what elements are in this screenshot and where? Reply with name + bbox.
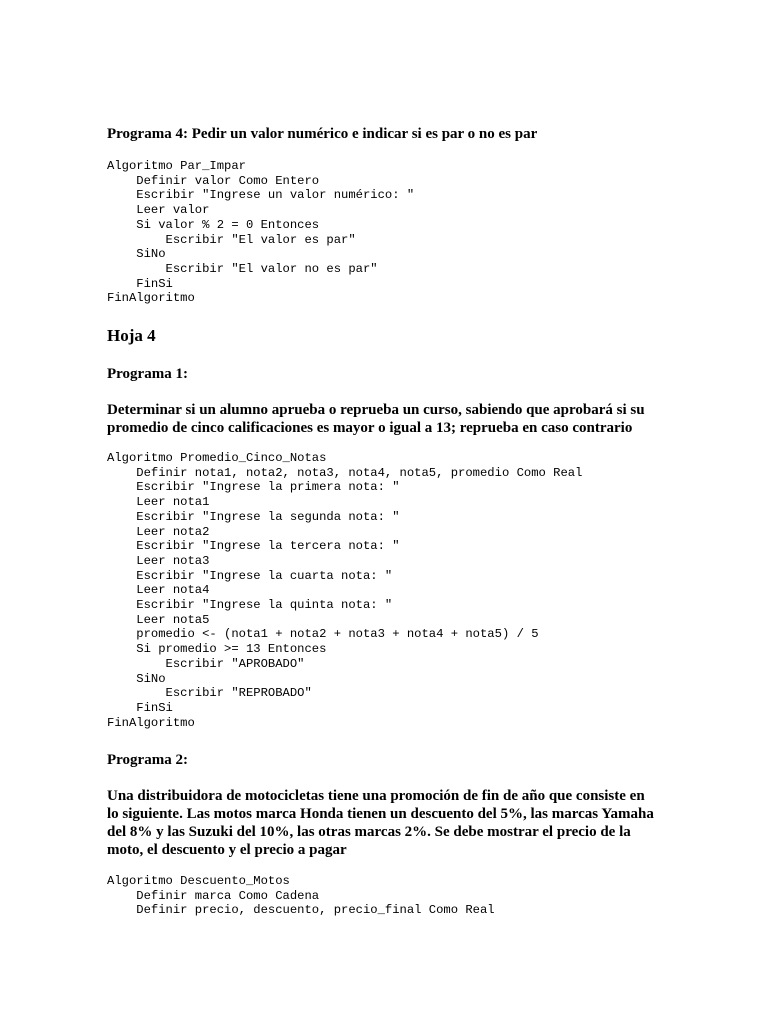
program-4-code: Algoritmo Par_Impar Definir valor Como Entero Escribir "Ingrese un valor numérico: " Leer valor Si valor % 2 = 0 Entonces Escribir "El valor es par" SiNo Escribir "El valor no es par" FinSi FinAlgoritmo xyxy=(107,159,415,306)
program-2-description-line: lo siguiente. Las motos marca Honda tienen un descuento del 5%, las marcas Yamaha xyxy=(107,806,654,822)
program-2-description-line: Una distribuidora de motocicletas tiene una promoción de fin de año que consiste en xyxy=(107,788,645,804)
program-4-title: Programa 4: Pedir un valor numérico e indicar si es par o no es par xyxy=(107,126,538,142)
program-2-title: Programa 2: xyxy=(107,752,188,768)
program-2-description-line: moto, el descuento y el precio a pagar xyxy=(107,842,347,858)
program-1-description-line: promedio de cinco calificaciones es mayor o igual a 13; reprueba en caso contrario xyxy=(107,420,633,436)
program-1-title: Programa 1: xyxy=(107,366,188,382)
program-2-description-line: del 8% y las Suzuki del 10%, las otras marcas 2%. Se debe mostrar el precio de la xyxy=(107,824,631,840)
program-1-description-line: Determinar si un alumno aprueba o reprueba un curso, sabiendo que aprobará si su xyxy=(107,402,645,418)
program-2-code: Algoritmo Descuento_Motos Definir marca Como Cadena Definir precio, descuento, precio_final Como Real xyxy=(107,874,495,918)
sheet-heading: Hoja 4 xyxy=(107,326,156,345)
program-1-code: Algoritmo Promedio_Cinco_Notas Definir nota1, nota2, nota3, nota4, nota5, promedio Como Real Escribir "Ingrese la primera nota: " Leer nota1 Escribir "Ingrese la segunda nota: " Leer nota2 Escribir "Ingrese la tercera nota: " Leer nota3 Escribir "Ingrese la cuarta nota: " Leer nota4 Escribir "Ingrese la quinta nota: " Leer nota5 promedio <- (nota1 + nota2 + nota3 + nota4 + nota5) / 5 Si promedio >= 13 Entonces Escribir "APROBADO" SiNo Escribir "REPROBADO" FinSi FinAlgoritmo xyxy=(107,451,583,730)
